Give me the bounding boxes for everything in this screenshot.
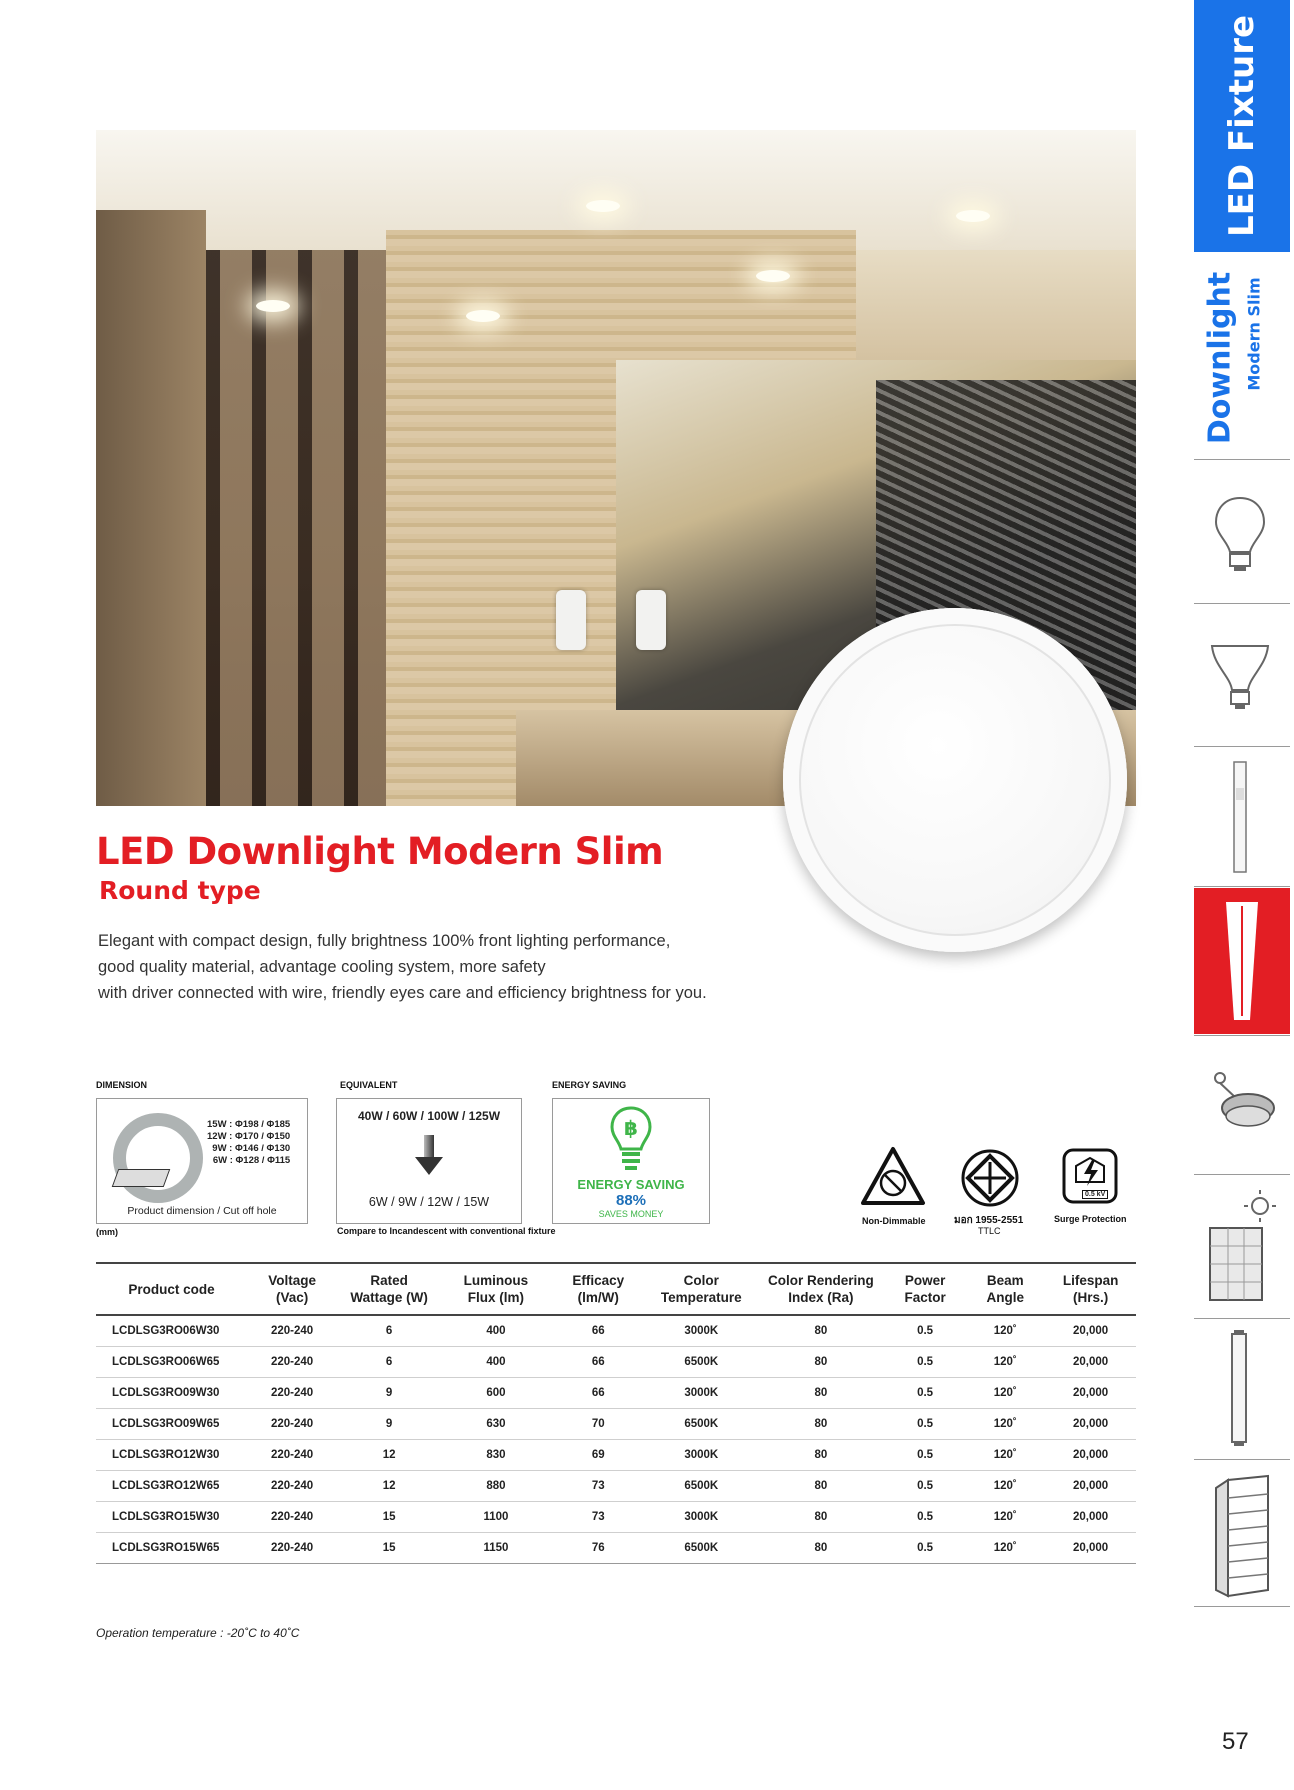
table-cell: 220-240 <box>247 1502 337 1533</box>
table-cell: 66 <box>551 1315 646 1347</box>
table-cell: 9 <box>337 1378 441 1409</box>
table-cell: 15 <box>337 1502 441 1533</box>
table-cell: 70 <box>551 1409 646 1440</box>
table-cell: 880 <box>441 1471 551 1502</box>
table-cell: 20,000 <box>1045 1502 1136 1533</box>
photo-downlight <box>956 210 990 222</box>
table-cell: 120˚ <box>965 1409 1045 1440</box>
table-cell: LCDLSG3RO09W30 <box>96 1378 247 1409</box>
photo-dispenser <box>636 590 666 650</box>
photo-downlight <box>256 300 290 312</box>
table-cell: 6500K <box>646 1533 757 1564</box>
col-header-text: (Vac) <box>275 1290 309 1305</box>
table-cell: 0.5 <box>885 1502 965 1533</box>
col-header <box>965 1263 1045 1315</box>
table-cell: 120˚ <box>965 1533 1045 1564</box>
page-title: LED Downlight Modern Slim <box>96 830 664 873</box>
floodlight-icon[interactable] <box>1206 1186 1278 1306</box>
table-cell: 6 <box>337 1315 441 1347</box>
col-header-text: Beam <box>986 1273 1024 1288</box>
col-header <box>441 1263 551 1315</box>
equivalent-box <box>336 1098 522 1224</box>
spec-table <box>96 1262 1136 1564</box>
col-header <box>337 1263 441 1315</box>
non-dimmable-label: Non-Dimmable <box>862 1216 926 1226</box>
energy-saving-percent: 88% <box>615 1192 647 1209</box>
table-cell: LCDLSG3RO09W65 <box>96 1409 247 1440</box>
table-cell: 630 <box>441 1409 551 1440</box>
sidebar-category-label: LED Fixture <box>1222 14 1262 238</box>
col-header <box>1045 1263 1136 1315</box>
col-header <box>885 1263 965 1315</box>
sidebar-category-tab[interactable] <box>1194 0 1290 252</box>
col-header-text: (lm/W) <box>577 1290 619 1305</box>
table-cell: 400 <box>441 1347 551 1378</box>
dimension-box <box>96 1098 308 1224</box>
col-header <box>96 1263 247 1315</box>
spring-clip-icon <box>112 1169 171 1187</box>
col-header-text: Flux (lm) <box>467 1290 525 1305</box>
table-cell: 0.5 <box>885 1378 965 1409</box>
table-cell: 220-240 <box>247 1409 337 1440</box>
col-header-text: Wattage (W) <box>350 1290 428 1305</box>
down-arrow-icon <box>415 1135 443 1175</box>
photo-downlight <box>466 310 500 322</box>
col-header-text: Efficacy <box>572 1273 625 1288</box>
equivalent-incandescent: 40W / 60W / 100W / 125W <box>357 1109 501 1123</box>
table-cell: 20,000 <box>1045 1440 1136 1471</box>
reflector-bulb-icon[interactable] <box>1206 636 1274 716</box>
table-cell: 0.5 <box>885 1347 965 1378</box>
energy-saving-label: ENERGY SAVING <box>552 1080 627 1090</box>
col-header <box>757 1263 885 1315</box>
photo-wall <box>96 210 206 806</box>
table-cell: 0.5 <box>885 1471 965 1502</box>
col-header-text: Angle <box>986 1290 1024 1305</box>
sidebar-divider <box>1194 1174 1290 1175</box>
energy-saving-title: ENERGY SAVING <box>577 1177 685 1192</box>
table-cell: 600 <box>441 1378 551 1409</box>
photo-downlight <box>756 270 790 282</box>
table-cell: 20,000 <box>1045 1471 1136 1502</box>
table-cell: 220-240 <box>247 1471 337 1502</box>
table-cell: 20,000 <box>1045 1347 1136 1378</box>
col-header <box>646 1263 757 1315</box>
table-cell: 6500K <box>646 1409 757 1440</box>
sidebar-divider <box>1194 603 1290 604</box>
table-cell: 0.5 <box>885 1315 965 1347</box>
spec-table-body <box>96 1315 1136 1564</box>
col-header-text: Lifespan <box>1062 1273 1119 1288</box>
col-header <box>247 1263 337 1315</box>
shelf-lighting-icon[interactable] <box>1210 1474 1274 1598</box>
table-row <box>96 1471 1136 1502</box>
table-cell: 80 <box>757 1347 885 1378</box>
table-cell: 12 <box>337 1471 441 1502</box>
tis-mark-sub: TTLC <box>978 1226 1001 1236</box>
table-cell: 80 <box>757 1471 885 1502</box>
dimension-size: 6W : Φ128 / Φ115 <box>212 1155 291 1166</box>
table-cell: 3000K <box>646 1502 757 1533</box>
table-cell: 66 <box>551 1378 646 1409</box>
dimension-label: DIMENSION <box>96 1080 148 1090</box>
tis-mark-icon <box>960 1148 1020 1208</box>
table-cell: 20,000 <box>1045 1315 1136 1347</box>
table-cell: 1150 <box>441 1533 551 1564</box>
table-cell: 80 <box>757 1315 885 1347</box>
page-number: 57 <box>1222 1728 1249 1755</box>
col-header-text: Luminous <box>463 1273 529 1288</box>
photo-downlight <box>586 200 620 212</box>
col-header-text: (Hrs.) <box>1072 1290 1109 1305</box>
table-cell: 220-240 <box>247 1315 337 1347</box>
description-line: Elegant with compact design, fully brightness 100% front lighting performance, <box>98 932 671 950</box>
table-cell: 6 <box>337 1347 441 1378</box>
energy-saving-tagline: SAVES MONEY <box>598 1209 664 1219</box>
batten-fixture-icon <box>1220 898 1264 1024</box>
photo-stall-doors <box>206 250 386 806</box>
table-cell: 6500K <box>646 1471 757 1502</box>
table-cell: LCDLSG3RO12W30 <box>96 1440 247 1471</box>
table-cell: 120˚ <box>965 1440 1045 1471</box>
page-subtitle: Round type <box>99 876 261 905</box>
sidebar-divider <box>1194 1606 1290 1607</box>
highbay-icon[interactable] <box>1206 1068 1278 1144</box>
description-line: with driver connected with wire, friendly eyes care and efficiency brightness for you. <box>98 984 707 1002</box>
col-header-text: Index (Ra) <box>788 1290 854 1305</box>
col-header <box>551 1263 646 1315</box>
equivalent-note: Compare to Incandescent with conventional fixture <box>337 1226 556 1236</box>
table-cell: 80 <box>757 1440 885 1471</box>
operation-temperature: Operation temperature : -20˚C to 40˚C <box>96 1626 300 1640</box>
equivalent-led: 6W / 9W / 12W / 15W <box>368 1195 490 1209</box>
table-row <box>96 1502 1136 1533</box>
sidebar-divider <box>1194 1318 1290 1319</box>
photo-dispenser <box>556 590 586 650</box>
table-cell: 6500K <box>646 1347 757 1378</box>
table-row <box>96 1440 1136 1471</box>
table-cell: 3000K <box>646 1440 757 1471</box>
table-cell: 80 <box>757 1409 885 1440</box>
col-header-text: Color <box>683 1273 719 1288</box>
table-cell: LCDLSG3RO06W30 <box>96 1315 247 1347</box>
table-row <box>96 1315 1136 1347</box>
table-cell: 0.5 <box>885 1440 965 1471</box>
sidebar-divider <box>1194 746 1290 747</box>
description-line: good quality material, advantage cooling system, more safety <box>98 958 546 976</box>
table-cell: 20,000 <box>1045 1409 1136 1440</box>
col-header-text: Power <box>904 1273 946 1288</box>
t8-tube-icon[interactable] <box>1222 1328 1256 1448</box>
table-cell: 76 <box>551 1533 646 1564</box>
non-dimmable-icon <box>860 1146 926 1206</box>
energy-saving-box <box>552 1098 710 1224</box>
table-cell: 220-240 <box>247 1440 337 1471</box>
table-row <box>96 1378 1136 1409</box>
tis-mark-label: มอก 1955-2551 <box>954 1215 1024 1226</box>
table-cell: 830 <box>441 1440 551 1471</box>
table-cell: 400 <box>441 1315 551 1347</box>
col-header-text: Product code <box>128 1281 215 1297</box>
dimension-caption: Product dimension / Cut off hole <box>127 1205 277 1217</box>
col-header-text: Color Rendering <box>768 1273 874 1288</box>
table-cell: 9 <box>337 1409 441 1440</box>
table-header-row <box>96 1263 1136 1315</box>
table-cell: 120˚ <box>965 1502 1045 1533</box>
col-header-text: Rated <box>370 1273 408 1288</box>
table-cell: 3000K <box>646 1378 757 1409</box>
product-description <box>98 928 798 1006</box>
table-cell: 80 <box>757 1378 885 1409</box>
table-row <box>96 1347 1136 1378</box>
dimension-size: 12W : Φ170 / Φ150 <box>207 1131 291 1142</box>
table-cell: 3000K <box>646 1315 757 1347</box>
col-header-text: Temperature <box>660 1290 742 1305</box>
table-cell: 120˚ <box>965 1378 1045 1409</box>
sidebar-product-tab[interactable] <box>1194 262 1290 454</box>
col-header-text: Voltage <box>268 1273 316 1288</box>
table-cell: 1100 <box>441 1502 551 1533</box>
table-row <box>96 1533 1136 1564</box>
sidebar-product-label: Downlight <box>1202 271 1238 445</box>
table-cell: 120˚ <box>965 1347 1045 1378</box>
table-cell: 73 <box>551 1502 646 1533</box>
baht-symbol: ฿ <box>624 1116 638 1140</box>
table-cell: 120˚ <box>965 1315 1045 1347</box>
dimension-size: 9W : Φ146 / Φ130 <box>212 1143 291 1154</box>
sidebar-divider <box>1194 1459 1290 1460</box>
equivalent-label: EQUIVALENT <box>340 1080 398 1090</box>
table-cell: LCDLSG3RO06W65 <box>96 1347 247 1378</box>
table-cell: 80 <box>757 1502 885 1533</box>
sidebar-divider <box>1194 886 1290 887</box>
col-header-text: Factor <box>904 1290 946 1305</box>
surge-protection-label: Surge Protection <box>1054 1214 1127 1224</box>
table-cell: 20,000 <box>1045 1533 1136 1564</box>
sidebar-product-sub: Modern Slim <box>1244 277 1264 391</box>
energy-bulb-icon <box>609 1105 653 1175</box>
table-cell: LCDLSG3RO15W65 <box>96 1533 247 1564</box>
dimension-ring-icon <box>113 1113 203 1203</box>
sidebar-divider <box>1194 459 1290 460</box>
table-cell: LCDLSG3RO15W30 <box>96 1502 247 1533</box>
table-cell: 220-240 <box>247 1347 337 1378</box>
table-cell: 69 <box>551 1440 646 1471</box>
table-cell: 120˚ <box>965 1471 1045 1502</box>
table-cell: 12 <box>337 1440 441 1471</box>
table-cell: 220-240 <box>247 1533 337 1564</box>
bulb-icon[interactable] <box>1208 494 1272 574</box>
round-panel-image <box>783 608 1127 952</box>
table-cell: 73 <box>551 1471 646 1502</box>
table-cell: 0.5 <box>885 1533 965 1564</box>
dimension-unit: (mm) <box>96 1227 118 1237</box>
table-cell: 20,000 <box>1045 1378 1136 1409</box>
surge-badge: 0.5 kV <box>1082 1190 1108 1199</box>
table-cell: LCDLSG3RO12W65 <box>96 1471 247 1502</box>
table-cell: 80 <box>757 1533 885 1564</box>
table-cell: 0.5 <box>885 1409 965 1440</box>
table-cell: 220-240 <box>247 1378 337 1409</box>
tube-icon[interactable] <box>1228 758 1252 876</box>
dimension-sizes <box>207 1119 290 1167</box>
sidebar-batten-tab[interactable] <box>1194 888 1290 1034</box>
table-cell: 15 <box>337 1533 441 1564</box>
table-row <box>96 1409 1136 1440</box>
sidebar-divider <box>1194 1035 1290 1036</box>
table-cell: 66 <box>551 1347 646 1378</box>
dimension-size: 15W : Φ198 / Φ185 <box>207 1119 291 1130</box>
